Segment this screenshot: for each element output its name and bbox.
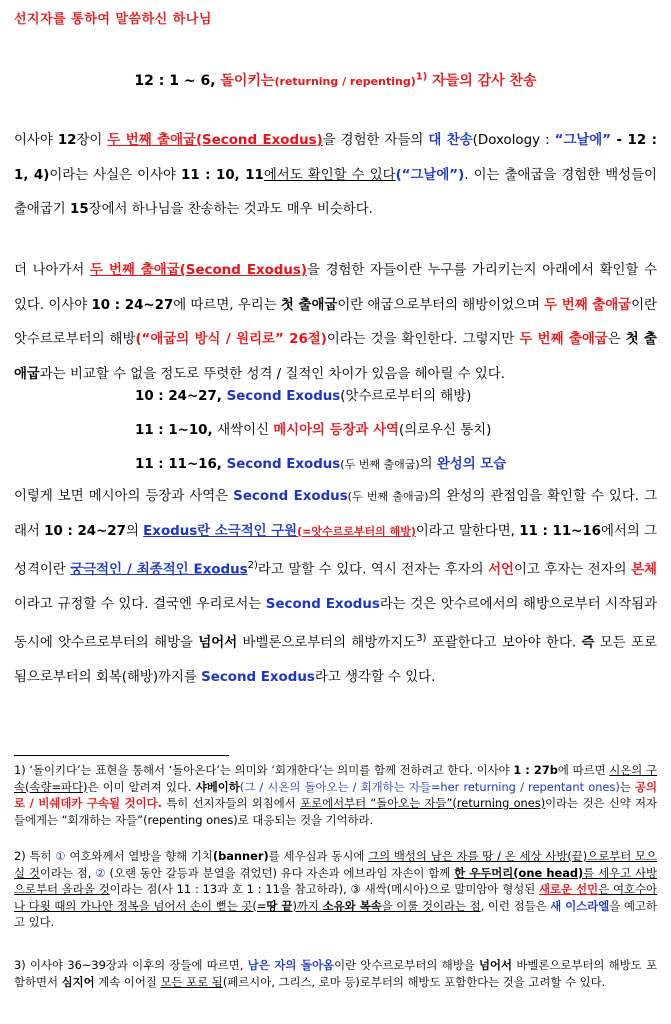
- text: 를 세우심과 동시에: [268, 849, 369, 863]
- text: 라는 것은 앗수르에서의 해방으로부터 시작됨과 동시에 앗수르로부터의 해방을: [14, 596, 658, 651]
- circled-number: ①: [55, 849, 66, 863]
- text: 에 따르면, 우리는: [173, 297, 281, 313]
- text: 이사야: [14, 133, 58, 148]
- highlight-second-exodus: 두 번째 출애굽: [544, 297, 632, 313]
- highlight: 완성의 모습: [436, 457, 507, 472]
- text: 이라고 말한다면,: [415, 523, 520, 539]
- title-ref: 12 : 1 ~ 6,: [134, 73, 221, 89]
- text: 땅 끝: [266, 898, 293, 913]
- text: 11 : 1~10,: [135, 423, 218, 438]
- text: 이라고 규정할 수 있다. 결국엔 우리로서는: [14, 596, 266, 612]
- text: 여호와께서 열방을 향해 기치: [65, 849, 213, 863]
- text: 넘어서: [479, 958, 513, 972]
- text: 이란 앗수르로부터의 해방: [14, 297, 657, 347]
- highlight: 남은 자의 돌아옴: [247, 958, 335, 972]
- text: . 이는 출애굽을 경험한 백성들이 출애굽기: [14, 167, 657, 217]
- running-header: 선지자를 통하여 말씀하신 하나님: [14, 12, 212, 27]
- highlight: 새 이스라엘: [550, 898, 610, 913]
- text: (페르시아, 그리스, 로마 등)로부터의 해방도 포함한다는 것을 고려할 수 있다.: [222, 974, 606, 989]
- text: ‘돌이키다’는 표현을 통해서 ‘돌아온다’는 의미와 ‘회개한다’는 의미를 함께 전하려고 한다. 이사야: [25, 763, 514, 777]
- text: 특히 선지자들의 외침에서: [161, 796, 301, 810]
- highlight: 본체: [631, 562, 657, 578]
- text: , 이런 점들은: [480, 898, 551, 913]
- text: 장에서 하나님을 찬송하는 것과도 매우 비슷하다.: [88, 202, 373, 217]
- text: 는: [619, 779, 635, 794]
- footnote-1: [14, 762, 657, 828]
- text: 을 경험한 자들의: [322, 133, 429, 148]
- text: 은 이미 알려져 있다.: [87, 779, 196, 794]
- highlight: 넘어서: [198, 635, 238, 651]
- text: 이고 후자는 전자의: [513, 562, 632, 578]
- text: 장이: [76, 133, 108, 148]
- highlight: Second Exodus: [226, 457, 341, 472]
- highlight-doxology: 대 찬송: [428, 133, 473, 148]
- text: 이라는 것을 확인한다. 그렇지만: [326, 332, 520, 347]
- text: )까지: [292, 898, 323, 913]
- text: - 12 : 1, 4): [14, 133, 657, 183]
- paragraph-2: [14, 254, 657, 392]
- footnote-number: 2): [14, 849, 26, 863]
- highlight: Second Exodus: [233, 489, 348, 504]
- text: 샤베이하: [195, 779, 240, 794]
- highlight-second-exodus: 두 번째 출애굽(Second Exodus): [89, 263, 308, 278]
- text: 라고 생각할 수 있다.: [314, 670, 436, 686]
- outline-item-2: [135, 414, 491, 449]
- text: 더 나아가서: [14, 263, 90, 278]
- text: 이라는 사실은 이사야: [49, 167, 182, 183]
- title-english: (returning / repenting): [274, 75, 416, 88]
- text: 에서의 그 성격이란: [14, 523, 657, 578]
- footnote-ref-1[interactable]: 1): [415, 71, 428, 83]
- text: 특히: [25, 849, 56, 863]
- text: 모든 포로 됨: [160, 974, 223, 989]
- highlight-that-day: (“그날에”): [395, 167, 465, 183]
- section-title: [0, 70, 671, 90]
- text: 의: [125, 523, 144, 539]
- text: 라고 말할 수 있다. 역시 전자는 후자의: [257, 562, 489, 578]
- text: (두 번째 출애굽): [340, 458, 420, 471]
- text: (오랜 동안 갈등과 분열을 겪었던) 유다 자손과 에브라임 자손이 함께: [105, 865, 455, 880]
- text: 새싹이신: [217, 423, 274, 438]
- title-tail: 자들의 감사 찬송: [427, 73, 537, 89]
- text: (banner): [212, 849, 269, 863]
- text: 을 경험한 자들이란 누구를 가리키는지 아래에서 확인할 수 있다. 이사야: [14, 263, 657, 313]
- outline-item-1: [135, 380, 471, 415]
- text: 에서도 확인할 수 있다: [263, 167, 396, 183]
- text: 에 따르면: [557, 763, 610, 777]
- text: 10 : 24~27: [44, 523, 126, 539]
- text: 그의 백성의 남은 자를 땅 / 온 세상 사방(끝)으로부터 모으실 것: [14, 849, 658, 880]
- text: 10 : 24~27: [91, 297, 174, 313]
- highlight: Second Exodus: [226, 389, 341, 404]
- highlight-second-exodus: 두 번째 출애굽(Second Exodus): [107, 133, 323, 148]
- text: 포로에서부터 “돌아오는 자들”(returning ones): [300, 796, 546, 810]
- footnote-2: [14, 848, 657, 931]
- text: 15: [70, 202, 89, 217]
- highlight-first-exodus: 첫 출애굽: [14, 332, 657, 382]
- text: 11 : 11~16,: [135, 457, 227, 472]
- text: 이라는 것은 신약 저자들에게는 “회개하는 자들”(repenting ones)로 대응되는 것을 기억하라.: [14, 796, 657, 827]
- text: 이렇게 보면 메시아의 등장과 사역은: [14, 489, 234, 504]
- highlight: (그 / 시온의 돌아오는 / 회개하는 자들=her returning / repentant ones): [239, 779, 620, 794]
- footnote-number: 3): [14, 958, 26, 972]
- highlight: Exodus란 소극적인 구원: [143, 523, 298, 539]
- text: 과는 비교할 수 없을 정도로 뚜렷한 성격 / 질적인 차이가 있음을 헤아릴 수 있다.: [39, 366, 505, 382]
- text: 를 세우고 사방으로부터 올라올 것: [14, 865, 657, 896]
- text: 1 : 27b: [513, 763, 558, 777]
- text: 은 여호수아나 다윗 때의 가나안 정복을 넘어서 손이 뻗는 곳(=: [14, 882, 657, 913]
- text: 모든 포로 됨으로부터의 회복(해방)까지를: [14, 635, 658, 686]
- text: 포괄한다고 보아야 한다.: [426, 635, 582, 651]
- text: 10 : 24~27,: [135, 389, 227, 404]
- text: 11 : 11~16: [519, 523, 601, 539]
- text: 의: [419, 457, 437, 472]
- text: 이란 앗수르로부터의 해방을: [334, 958, 480, 972]
- circled-number: ②: [95, 865, 106, 880]
- paragraph-1: [14, 124, 657, 228]
- highlight: 메시아의 등장과 사역: [273, 423, 399, 438]
- text: (Doxology :: [472, 133, 555, 148]
- text: 이란 애굽으로부터의 해방이었으며: [337, 297, 545, 313]
- footnote-ref-3[interactable]: 3): [416, 633, 427, 645]
- paragraph-3: [14, 480, 657, 696]
- text: 을 예고하고 있다.: [14, 898, 657, 929]
- outline-item-3: [135, 448, 506, 483]
- footnote-ref-2[interactable]: 2): [247, 560, 258, 571]
- text: 심지어: [61, 974, 95, 989]
- highlight: 새로운 선민: [539, 882, 599, 896]
- text: 바벨론으로부터의 해방까지도: [237, 635, 417, 651]
- text: 을 이룰 것이라는 점: [381, 898, 481, 913]
- footnote-3: [14, 957, 657, 990]
- text: 바벨론으로부터의 해방도 포함하면서: [14, 958, 657, 989]
- highlight: 궁극적인 / 최종적인 Exodus: [70, 562, 248, 578]
- highlight: Second Exodus: [201, 670, 315, 686]
- highlight: 서언: [488, 562, 514, 578]
- footnote-number: 1): [14, 763, 26, 777]
- text: 소유와 복속: [322, 898, 382, 913]
- text: (의로우신 통치): [398, 423, 492, 438]
- highlight-egypt-way: (“애굽의 방식 / 원리로” 26절): [135, 332, 327, 347]
- highlight: (=앗수르로부터의 해방): [297, 524, 416, 538]
- text: 은: [607, 332, 626, 347]
- text: 시온의 구속(속량=파다): [14, 763, 657, 794]
- highlight-second-exodus: 두 번째 출애굽: [519, 332, 608, 347]
- highlight-that-day: “그날에”: [554, 133, 612, 148]
- highlight: 즉: [581, 635, 595, 651]
- footnote-divider: [14, 755, 229, 756]
- title-keyword: 돌이키는: [220, 73, 275, 89]
- highlight-first-exodus: 첫 출애굽: [280, 297, 338, 313]
- highlight: 공의로 / 비쉐데카 구속될 것이다.: [14, 779, 658, 810]
- text: 이라는 점,: [39, 865, 96, 880]
- text: (두 번째 출애굽): [347, 490, 429, 503]
- highlight: Second Exodus: [265, 596, 380, 612]
- text: 이라는 점(사 11 : 13과 호 1 : 11을 참고하라), ③ 새싹(메시아)으로 말미암아 형성된: [109, 882, 540, 896]
- text: 12: [57, 133, 77, 148]
- text: 11 : 10, 11: [181, 167, 264, 183]
- text: 의 완성의 관점임을 확인할 수 있다. 그래서: [14, 489, 657, 539]
- text: (앗수르로부터의 해방): [340, 389, 472, 404]
- text: 계속 이어질: [94, 974, 161, 989]
- text: 이사야 36~39장과 이후의 장들에 따르면,: [25, 958, 248, 972]
- text: 한 우두머리(one head): [454, 865, 584, 880]
